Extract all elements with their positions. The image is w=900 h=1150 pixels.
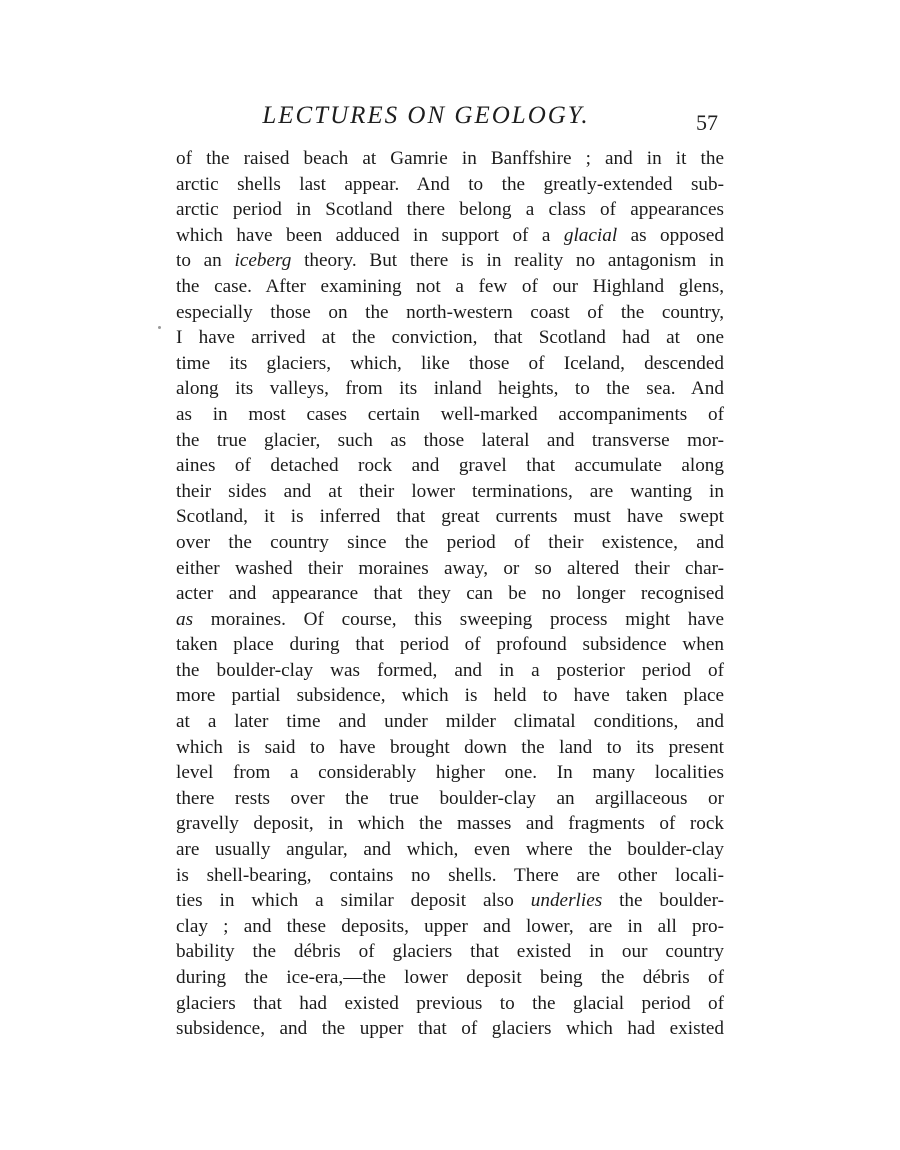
text-run: are usually angular, and which, even where the boulder-clay bbox=[176, 839, 724, 861]
italic-word: underlies bbox=[530, 890, 603, 912]
text-line bbox=[176, 837, 724, 863]
text-line bbox=[176, 274, 724, 300]
text-run: clay ; and these deposits, upper and lower, are in all pro- bbox=[176, 915, 724, 937]
text-line bbox=[176, 351, 724, 377]
text-run: arctic shells last appear. And to the greatly-extended sub- bbox=[176, 173, 724, 195]
text-line bbox=[176, 300, 724, 326]
running-title: LECTURES ON GEOLOGY. bbox=[262, 102, 590, 129]
text-run: to an bbox=[176, 250, 235, 272]
text-run: subsidence, and the upper that of glaciers which had existed bbox=[176, 1018, 724, 1040]
text-run: as in most cases certain well-marked accompaniments of bbox=[176, 403, 724, 425]
text-line bbox=[176, 939, 724, 965]
text-run: either washed their moraines away, or so altered their char- bbox=[176, 557, 724, 579]
text-line bbox=[176, 223, 724, 249]
text-line bbox=[176, 146, 724, 172]
text-line bbox=[176, 581, 724, 607]
text-run: which have been adduced in support of a bbox=[176, 224, 564, 246]
text-line bbox=[176, 683, 724, 709]
text-line bbox=[176, 453, 724, 479]
text-line bbox=[176, 1016, 724, 1042]
text-line bbox=[176, 556, 724, 582]
text-line bbox=[176, 863, 724, 889]
text-line bbox=[176, 607, 724, 633]
text-line bbox=[176, 735, 724, 761]
text-run: especially those on the north-western coast of the country, bbox=[176, 301, 724, 323]
text-run: acter and appearance that they can be no longer recognised bbox=[176, 583, 724, 605]
text-run: of the raised beach at Gamrie in Banffshire ; and in it the bbox=[176, 148, 724, 169]
text-run: time its glaciers, which, like those of Iceland, descended bbox=[176, 352, 724, 374]
text-line bbox=[176, 965, 724, 991]
running-head bbox=[0, 98, 900, 134]
text-line bbox=[176, 658, 724, 684]
text-run: Scotland, it is inferred that great currents must have swept bbox=[176, 506, 724, 528]
text-run: moraines. Of course, this sweeping process might have bbox=[193, 608, 724, 630]
text-run: there rests over the true boulder-clay an argillaceous or bbox=[176, 787, 724, 809]
text-run: more partial subsidence, which is held to have taken place bbox=[176, 685, 724, 707]
text-line bbox=[176, 325, 724, 351]
body-text bbox=[176, 146, 724, 1042]
text-run: as opposed bbox=[617, 224, 724, 246]
text-line bbox=[176, 914, 724, 940]
text-run: the boulder-clay was formed, and in a posterior period of bbox=[176, 659, 724, 681]
text-run: the true glacier, such as those lateral and transverse mor- bbox=[176, 429, 724, 451]
text-line bbox=[176, 632, 724, 658]
margin-speck bbox=[158, 326, 161, 329]
text-run: their sides and at their lower terminations, are wanting in bbox=[176, 480, 724, 502]
text-line bbox=[176, 760, 724, 786]
text-run: which is said to have brought down the land to its present bbox=[176, 736, 724, 758]
text-run: aines of detached rock and gravel that accumulate along bbox=[176, 455, 724, 477]
text-line bbox=[176, 888, 724, 914]
text-run: during the ice-era,—the lower deposit being the débris of bbox=[176, 967, 724, 988]
text-run: at a later time and under milder climatal conditions, and bbox=[176, 711, 724, 733]
text-line bbox=[176, 709, 724, 735]
text-run: level from a considerably higher one. In many localities bbox=[176, 762, 724, 784]
text-line bbox=[176, 786, 724, 812]
text-line bbox=[176, 376, 724, 402]
text-line bbox=[176, 402, 724, 428]
text-run: is shell-bearing, contains no shells. There are other locali- bbox=[176, 864, 724, 886]
text-line bbox=[176, 172, 724, 198]
text-line bbox=[176, 428, 724, 454]
italic-word: iceberg bbox=[234, 250, 292, 272]
text-line bbox=[176, 197, 724, 223]
text-run: glaciers that had existed previous to the glacial period of bbox=[176, 992, 724, 1014]
text-run: ties in which a similar deposit also bbox=[176, 890, 531, 912]
text-line bbox=[176, 248, 724, 274]
text-run: arctic period in Scotland there belong a class of appearances bbox=[176, 199, 724, 221]
text-line bbox=[176, 991, 724, 1017]
text-run: I have arrived at the conviction, that Scotland had at one bbox=[176, 327, 724, 349]
text-run: along its valleys, from its inland heights, to the sea. And bbox=[176, 378, 724, 400]
text-run: the case. After examining not a few of our Highland glens, bbox=[176, 275, 724, 297]
text-run: gravelly deposit, in which the masses and fragments of rock bbox=[176, 813, 724, 835]
text-run: over the country since the period of their existence, and bbox=[176, 531, 724, 553]
text-line bbox=[176, 530, 724, 556]
text-line bbox=[176, 811, 724, 837]
text-run: bability the débris of glaciers that existed in our country bbox=[176, 941, 724, 963]
page-number: 57 bbox=[696, 110, 718, 135]
italic-word: as bbox=[176, 608, 194, 630]
italic-word: glacial bbox=[563, 224, 618, 246]
text-run: taken place during that period of profound subsidence when bbox=[176, 634, 724, 656]
text-run: theory. But there is in reality no antagonism in bbox=[291, 250, 724, 272]
text-run: the boulder- bbox=[602, 890, 725, 912]
text-line bbox=[176, 479, 724, 505]
text-line bbox=[176, 504, 724, 530]
